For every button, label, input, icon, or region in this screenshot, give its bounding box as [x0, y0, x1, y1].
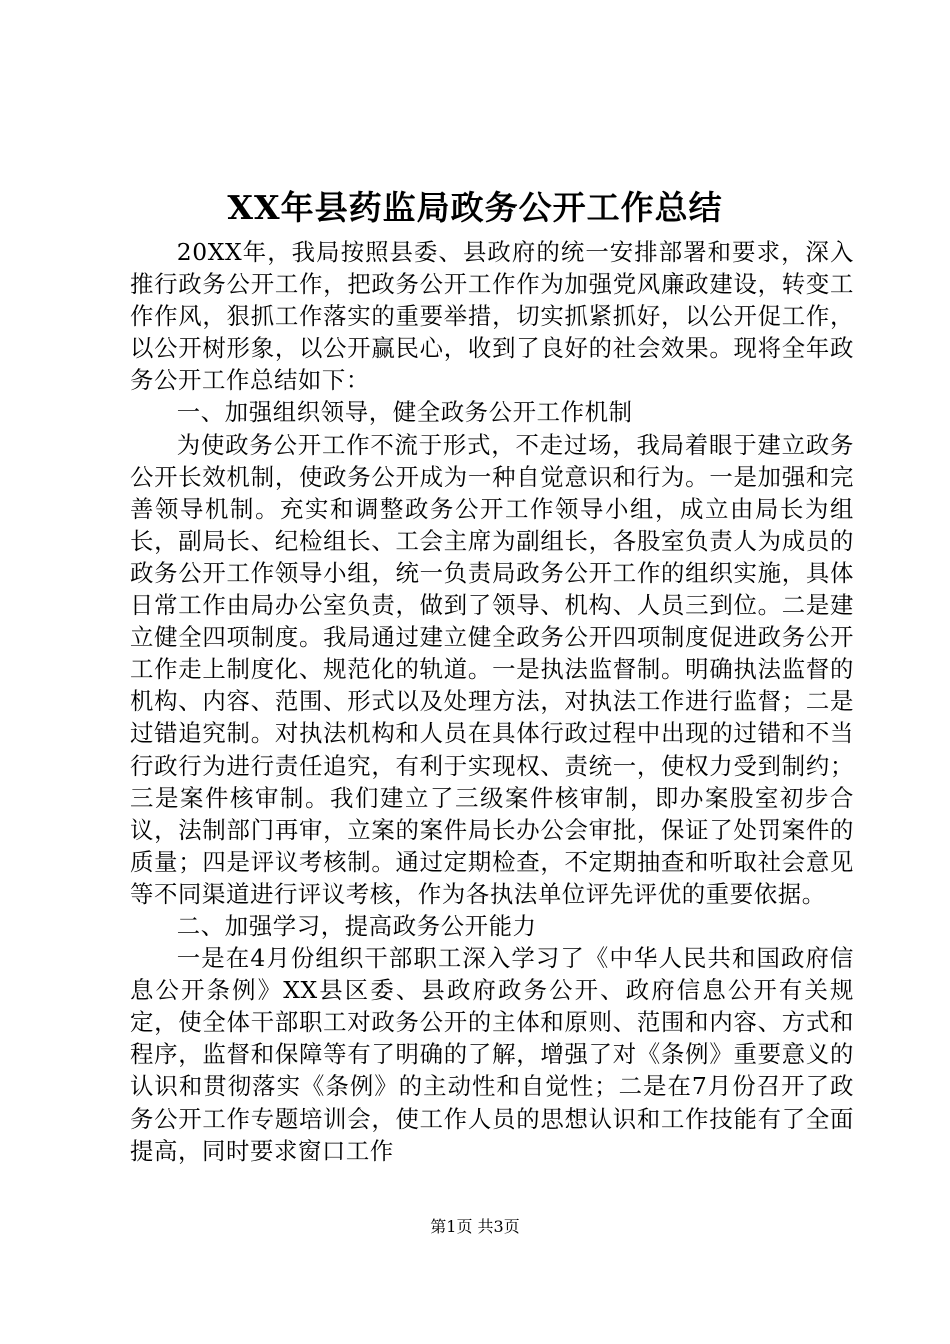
section-heading-2: 二、加强学习，提高政务公开能力	[176, 911, 537, 940]
document-title: XX年县药监局政务公开工作总结	[227, 188, 723, 227]
paragraph-section-2: 一是在4月份组织干部职工深入学习了《中华人民共和国政府信息公开条例》XX县区委、县政府政务公开、政府信息公开有关规定，使全体干部职工对政务公开的主体和原则、范围和内容、方式和程序，监督和保障等有了明确的了解，增强了对《条例》重要意义的认识和贯彻落实《条例》的主动性和自觉性；二是在7月份召开了政务公开工作专题培训会，使工作人员的思想认识和工作技能有了全面提高，同时要求窗口工作	[130, 944, 854, 1165]
paragraph-section-1: 为使政务公开工作不流于形式，不走过场，我局着眼于建立政务公开长效机制，使政务公开成为一种自觉意识和行为。一是加强和完善领导机制。充实和调整政务公开工作领导小组，成立由局长为组长，副局长、纪检组长、工会主席为副组长，各股室负责人为成员的政务公开工作领导小组，统一负责局政务公开工作的组织实施，具体日常工作由局办公室负责，做到了领导、机构、人员三到位。二是建立健全四项制度。我局通过建立健全政务公开四项制度促进政务公开工作走上制度化、规范化的轨道。一是执法监督制。明确执法监督的机构、内容、范围、形式以及处理方法，对执法工作进行监督；二是过错追究制。对执法机构和人员在具体行政过程中出现的过错和不当行政行为进行责任追究，有利于实现权、责统一，使权力受到制约；三是案件核审制。我们建立了三级案件核审制，即办案股室初步合议，法制部门再审，立案的案件局长办公会审批，保证了处罚案件的质量；四是评议考核制。通过定期检查，不定期抽查和听取社会意见等不同渠道进行评议考核，作为各执法单位评先评优的重要依据。	[130, 430, 854, 908]
document-body	[130, 236, 854, 1167]
page-footer: 第1页 共3页	[430, 1217, 520, 1236]
paragraph-intro: 20XX年，我局按照县委、县政府的统一安排部署和要求，深入推行政务公开工作，把政务公开工作作为加强党风廉政建设，转变工作作风，狠抓工作落实的重要举措，切实抓紧抓好，以公开促工作，以公开树形象，以公开赢民心，收到了良好的社会效果。现将全年政务公开工作总结如下：	[130, 238, 854, 395]
section-heading-1: 一、加强组织领导，健全政务公开工作机制	[176, 398, 633, 427]
